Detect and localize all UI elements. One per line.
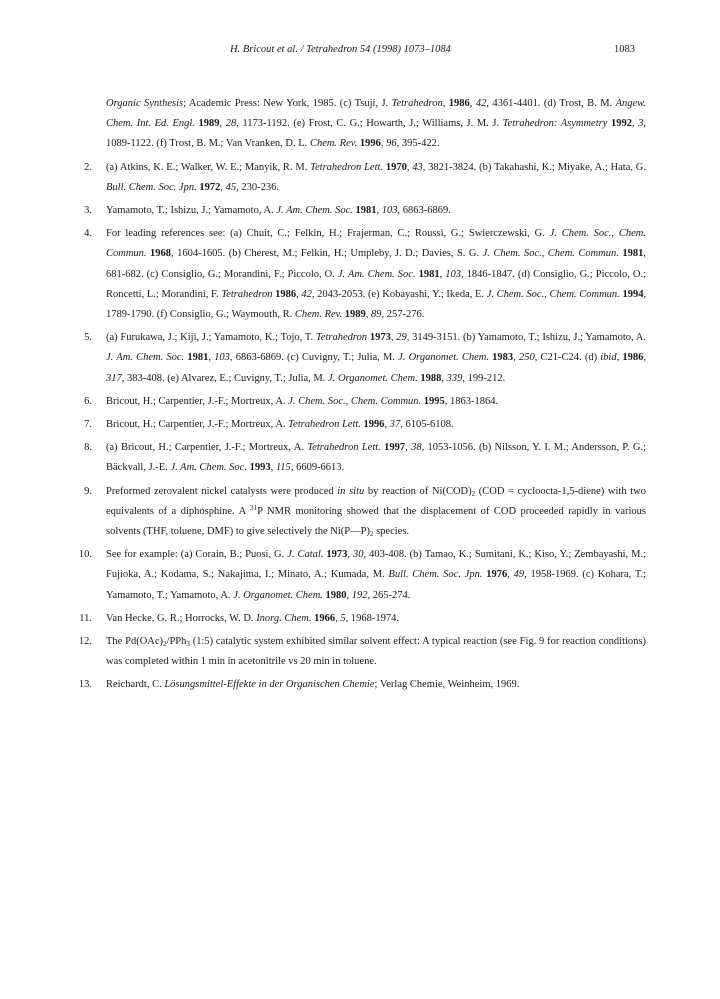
reference-text: (a) Bricout, H.; Carpentier, J.-F.; Mortreux, A. Tetrahedron Lett. 1997, 38, 1053-1056. (b) Nilsson, Y. I. M.; Andersson, P. G.; Bäckvall, J.-E. J. Am. Chem. Soc. 1993, 115, 6609-6613. [106, 442, 647, 474]
reference-item [72, 224, 646, 325]
reference-text: Bricout, H.; Carpentier, J.-F.; Mortreux, A. J. Chem. Soc., Chem. Commun. 1995, 1863-1864. [106, 395, 499, 407]
reference-item [72, 438, 646, 478]
reference-text: Van Hecke, G. R.; Horrocks, W. D. Inorg. Chem. 1966, 5, 1968-1974. [106, 612, 400, 624]
reference-number: 4. [84, 228, 92, 240]
reference-item [72, 482, 646, 543]
reference-text: Preformed zerovalent nickel catalysts were produced in situ by reaction of $Ni(COD)_2$ (COD = cycloocta-1,5-diene) with two equivalents of a diphosphine. A $^{31}$P NMR monitoring showed that the displacement of COD proceeded rapidly in various solvents (THF, toluene, DMF) to give selectively the $Ni(P—P)_2$ species. [106, 485, 646, 539]
reference-item [72, 94, 646, 155]
reference-text: Bricout, H.; Carpentier, J.-F.; Mortreux, A. Tetrahedron Lett. 1996, 37, 6105-6108. [106, 419, 454, 431]
reference-list [72, 94, 646, 699]
reference-item [72, 328, 646, 389]
reference-number: 5. [84, 332, 92, 344]
reference-text: (a) Furukawa, J.; Kiji, J.; Yamamoto, K.; Tojo, T. Tetrahedron 1973, 29, 3149-3151. (b) Yamamoto, T.; Ishizu, J.; Yamamoto, A. J. Am. Chem. Soc. 1981, 103, 6863-6869. (c) Cuvigny, T.; Julia, M. J. Organomet. Chem. 1983, 250, C21-C24. (d) ibid, 1986, 317, 383-408. (e) Alvarez, E.; Cuvigny, T.; Julia, M. J. Organomet. Chem. 1988, 339, 199-212. [106, 332, 647, 384]
page-number: 1083 [614, 44, 635, 55]
running-title: H. Bricout et al. / Tetrahedron 54 (1998) 1073–1084 [230, 44, 451, 55]
reference-item [72, 609, 646, 629]
reference-text: Yamamoto, T.; Ishizu, J.; Yamamoto, A. J. Am. Chem. Soc. 1981, 103, 6863-6869. [106, 205, 451, 217]
running-header [0, 44, 720, 60]
reference-text: See for example: (a) Corain, B.; Puosi, G. J. Catal. 1973, 30, 403-408. (b) Tamao, K.; Sumitani, K.; Kiso, Y.; Zembayashi, M.; Fujioka, A.; Kodama, S.; Nakajima, I.; Minato, A.; Kumada, M. Bull. Chem. Soc. Jpn. 1976, 49, 1958-1969. (c) Kohara, T.; Yamamoto, T.; Yamamoto, A. J. Organomet. Chem. 1980, 192, 265-274. [106, 549, 646, 601]
reference-item [72, 545, 646, 606]
reference-text: Reichardt, C. Lösungsmittel-Effekte in der Organischen Chemie; Verlag Chemie, Weinheim, 1969. [106, 679, 520, 691]
reference-number: 2. [84, 161, 92, 173]
reference-number: 12. [78, 636, 92, 648]
reference-number: 13. [78, 679, 92, 691]
reference-item [72, 201, 646, 221]
reference-item [72, 675, 646, 695]
reference-number: 11. [79, 612, 92, 624]
reference-number: 10. [78, 549, 92, 561]
reference-number: 3. [84, 205, 92, 217]
reference-number: 6. [84, 395, 92, 407]
reference-number: 7. [84, 419, 92, 431]
reference-text: Organic Synthesis; Academic Press: New York, 1985. (c) Tsuji, J. Tetrahedron, 1986, 42, 4361-4401. (d) Trost, B. M. Angew. Chem. Int. Ed. Engl. 1989, 28, 1173-1192. (e) Frost, C. G.; Howarth, J.; Williams, J. M. J. Tetrahedron: Asymmetry 1992, 3, 1089-1122. (f) Trost, B. M.; Van Vranken, D. L. Chem. Rev. 1996, 96, 395-422. [106, 98, 647, 150]
reference-item [72, 415, 646, 435]
reference-text: (a) Atkins, K. E.; Walker, W. E.; Manyik, R. M. Tetrahedron Lett. 1970, 43, 3821-3824. (b) Takahashi, K.; Miyake, A.; Hata, G. Bull. Chem. Soc. Jpn. 1972, 45, 230-236. [106, 161, 646, 193]
reference-item [72, 392, 646, 412]
reference-item [72, 158, 646, 198]
reference-text: The $Pd(OAc)_2/PPh_3$ (1:5) catalytic system exhibited similar solvent effect: A typical reaction (see Fig. 9 for reaction conditions) was completed within 1 min in acetonitrile vs 20 min in toluene. [106, 636, 647, 668]
reference-item [72, 632, 646, 672]
reference-text: For leading references see: (a) Chuit, C.; Felkin, H.; Frajerman, C.; Roussi, G.; Swierczewski, G. J. Chem. Soc., Chem. Commun. 1968, 1604-1605. (b) Cherest, M.; Felkin, H.; Umpleby, J. D.; Davies, S. G. J. Chem. Soc., Chem. Commun. 1981, 681-682. (c) Consiglio, G.; Morandini, F.; Piccolo, O. J. Am. Chem. Soc. 1981, 103, 1846-1847. (d) Consiglio, G.; Piccolo, O.; Roncetti, L.; Morandini, F. Tetrahedron 1986, 42, 2043-2053. (e) Kobayashi, Y.; Ikeda, E. J. Chem. Soc., Chem. Commun. 1994, 1789-1790. (f) Consiglio, G.; Waymouth, R. Chem. Rev. 1989, 89, 257-276. [106, 228, 647, 321]
reference-number: 8. [84, 442, 92, 454]
reference-number: 9. [84, 485, 92, 497]
